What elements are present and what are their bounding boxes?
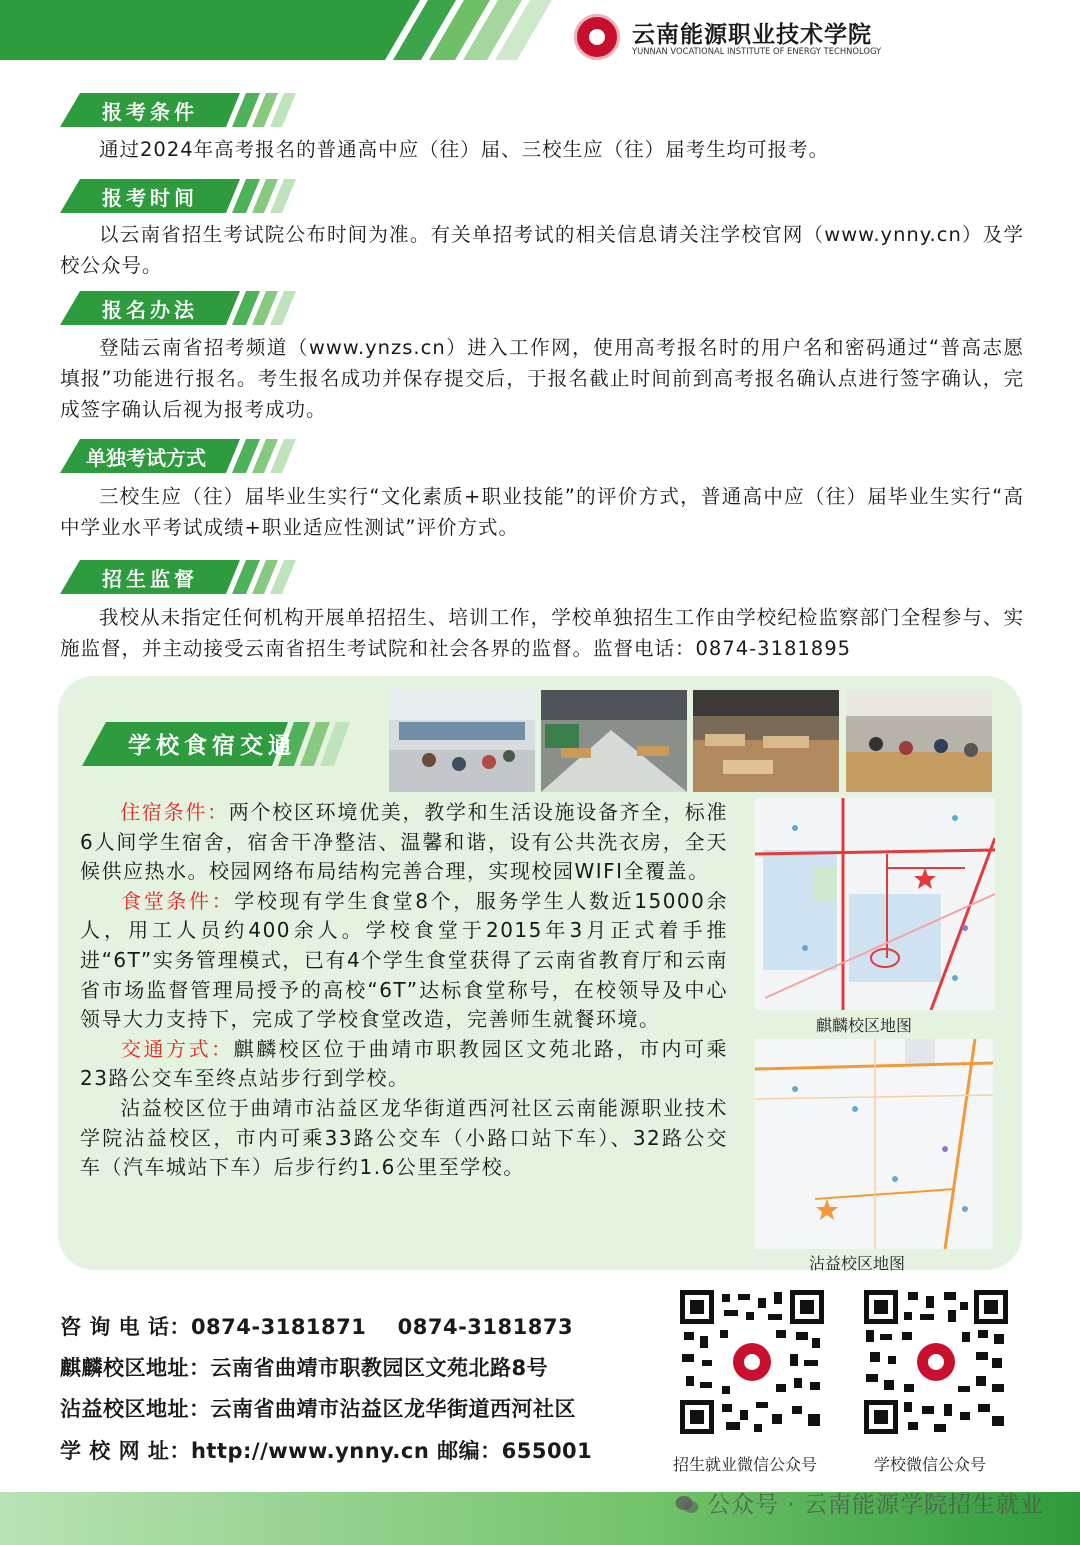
section-title-label: 招生监督 (102, 567, 198, 591)
wechat-icon (675, 1495, 699, 1515)
lodging-text: 两个校区环境优美，教学和生活设施设备齐全，标准6人间学生宿舍，宿舍干净整洁、温馨和谐，设有公共洗衣房，全天候供应热水。校园网络布局结构完善合理，实现校园WIFI全覆盖。 (80, 800, 729, 884)
transport-text-qilin: 麒麟校区位于曲靖市职教园区文苑北路，市内可乘23路公交车至终点站步行到学校。 (80, 1036, 729, 1091)
canteen-label: 食堂条件： (120, 888, 235, 913)
section-title-supervision (60, 560, 300, 594)
website-label: 学 校 网 址： (60, 1439, 191, 1463)
website-value: http://www.ynny.cn 邮编：655001 (190, 1439, 593, 1463)
qilin-map-caption: 麒麟校区地图 (816, 1016, 913, 1035)
section-title-label: 单独考试方式 (86, 446, 206, 470)
zhanyi-map-caption: 沾益校区地图 (809, 1254, 906, 1273)
contact-zhanyi-address (60, 1393, 576, 1423)
contact-website (60, 1435, 592, 1465)
transport-label: 交通方式： (120, 1036, 234, 1061)
contact-phone-value: 0874-3181871 0874-3181873 (190, 1315, 574, 1339)
transport-text-zhanyi: 沾益校区位于曲靖市沾益区龙华街道西河社区云南能源职业技术学院沾益校区，市内可乘33路公交车（小路口站下车）、32路公交车（汽车城站下车）后步行约1.6公里至学校。 (80, 1095, 728, 1180)
school-name-en: YUNNAN VOCATIONAL INSTITUTE OF ENERGY TECHNOLOGY (632, 46, 882, 56)
qr-code-admissions[interactable] (680, 1290, 824, 1434)
wechat-watermark (675, 1486, 1044, 1519)
header-green-band (0, 0, 560, 60)
section-paragraph: 通过2024年高考报名的普通高中应（往）届、三校生应（往）届考生均可报考。 (99, 138, 830, 161)
contact-phone (60, 1311, 573, 1341)
qilin-address-value: 云南省曲靖市职教园区文苑北路8号 (210, 1356, 549, 1380)
qr-caption-admissions: 招生就业微信公众号 (673, 1455, 818, 1474)
qilin-address-label: 麒麟校区地址： (60, 1356, 211, 1380)
section-title-method (60, 291, 300, 325)
watermark-text: 公众号 · 云南能源学院招生就业 (707, 1492, 1044, 1518)
lodging-label: 住宿条件： (120, 800, 229, 824)
section-paragraph: 三校生应（往）届毕业生实行“文化素质+职业技能”的评价方式，普通高中应（往）届毕业生实行“高中学业水平考试成绩+职业适应性测试”评价方式。 (60, 485, 1024, 539)
canteen-photo (389, 690, 535, 792)
section-title-conditions (60, 93, 300, 127)
qr-caption-school: 学校微信公众号 (874, 1455, 987, 1474)
section-title-exam-mode (60, 439, 300, 473)
school-seal-icon (574, 14, 620, 60)
zhanyi-address-value: 云南省曲靖市沾益区龙华街道西河社区 (210, 1397, 576, 1421)
contact-qilin-address (60, 1352, 548, 1382)
section-paragraph: 以云南省招生考试院公布时间为准。有关单招考试的相关信息请关注学校官网（www.ynny.cn）及学校公众号。 (60, 223, 1024, 277)
qilin-campus-map (755, 798, 995, 1010)
campus-title-label: 学校食宿交通 (128, 733, 296, 759)
section-paragraph: 我校从未指定任何机构开展单招招生、培训工作，学校单独招生工作由学校纪检监察部门全程参与、实施监督，并主动接受云南省招生考试院和社会各界的监督。监督电话：0874-3181895 (60, 606, 1024, 660)
qr-code-school[interactable] (864, 1290, 1008, 1434)
canteen-text: 学校现有学生食堂8个，服务学生人数近15000余人，用工人员约400余人。学校食堂于2015年3月正式着手推进“6T”实务管理模式，已有4个学生食堂获得了云南省教育厅和云南省市场监督管理局授予的高校“6T”达标食堂称号，在校领导及中心领导大力支持下，完成了学校食堂改造，完善师生就餐环境。 (80, 888, 728, 1032)
section-paragraph: 登陆云南省招考频道（www.ynzs.cn）进入工作网，使用高考报名时的用户名和密码通过“普高志愿填报”功能进行报名。考生报名成功并保存提交后，于报名截止时间前到高考报名确认点进行签字确认，完成签字确认后视为报考成功。 (60, 336, 1024, 421)
school-logo (574, 14, 882, 60)
contact-phone-label: 咨 询 电 话： (60, 1315, 191, 1339)
school-name-cn: 云南能源职业技术学院 (632, 21, 872, 48)
campus-description (80, 798, 728, 1183)
canteen-photo (541, 690, 687, 792)
section-title-label: 报考条件 (102, 100, 198, 124)
section-title-time (60, 179, 300, 213)
canteen-photo (693, 690, 839, 792)
canteen-photo (846, 690, 992, 792)
campus-section-title (82, 722, 352, 766)
zhanyi-address-label: 沾益校区地址： (60, 1397, 211, 1421)
zhanyi-campus-map (755, 1039, 993, 1249)
section-title-label: 报名办法 (102, 298, 198, 322)
section-title-label: 报考时间 (102, 186, 198, 210)
